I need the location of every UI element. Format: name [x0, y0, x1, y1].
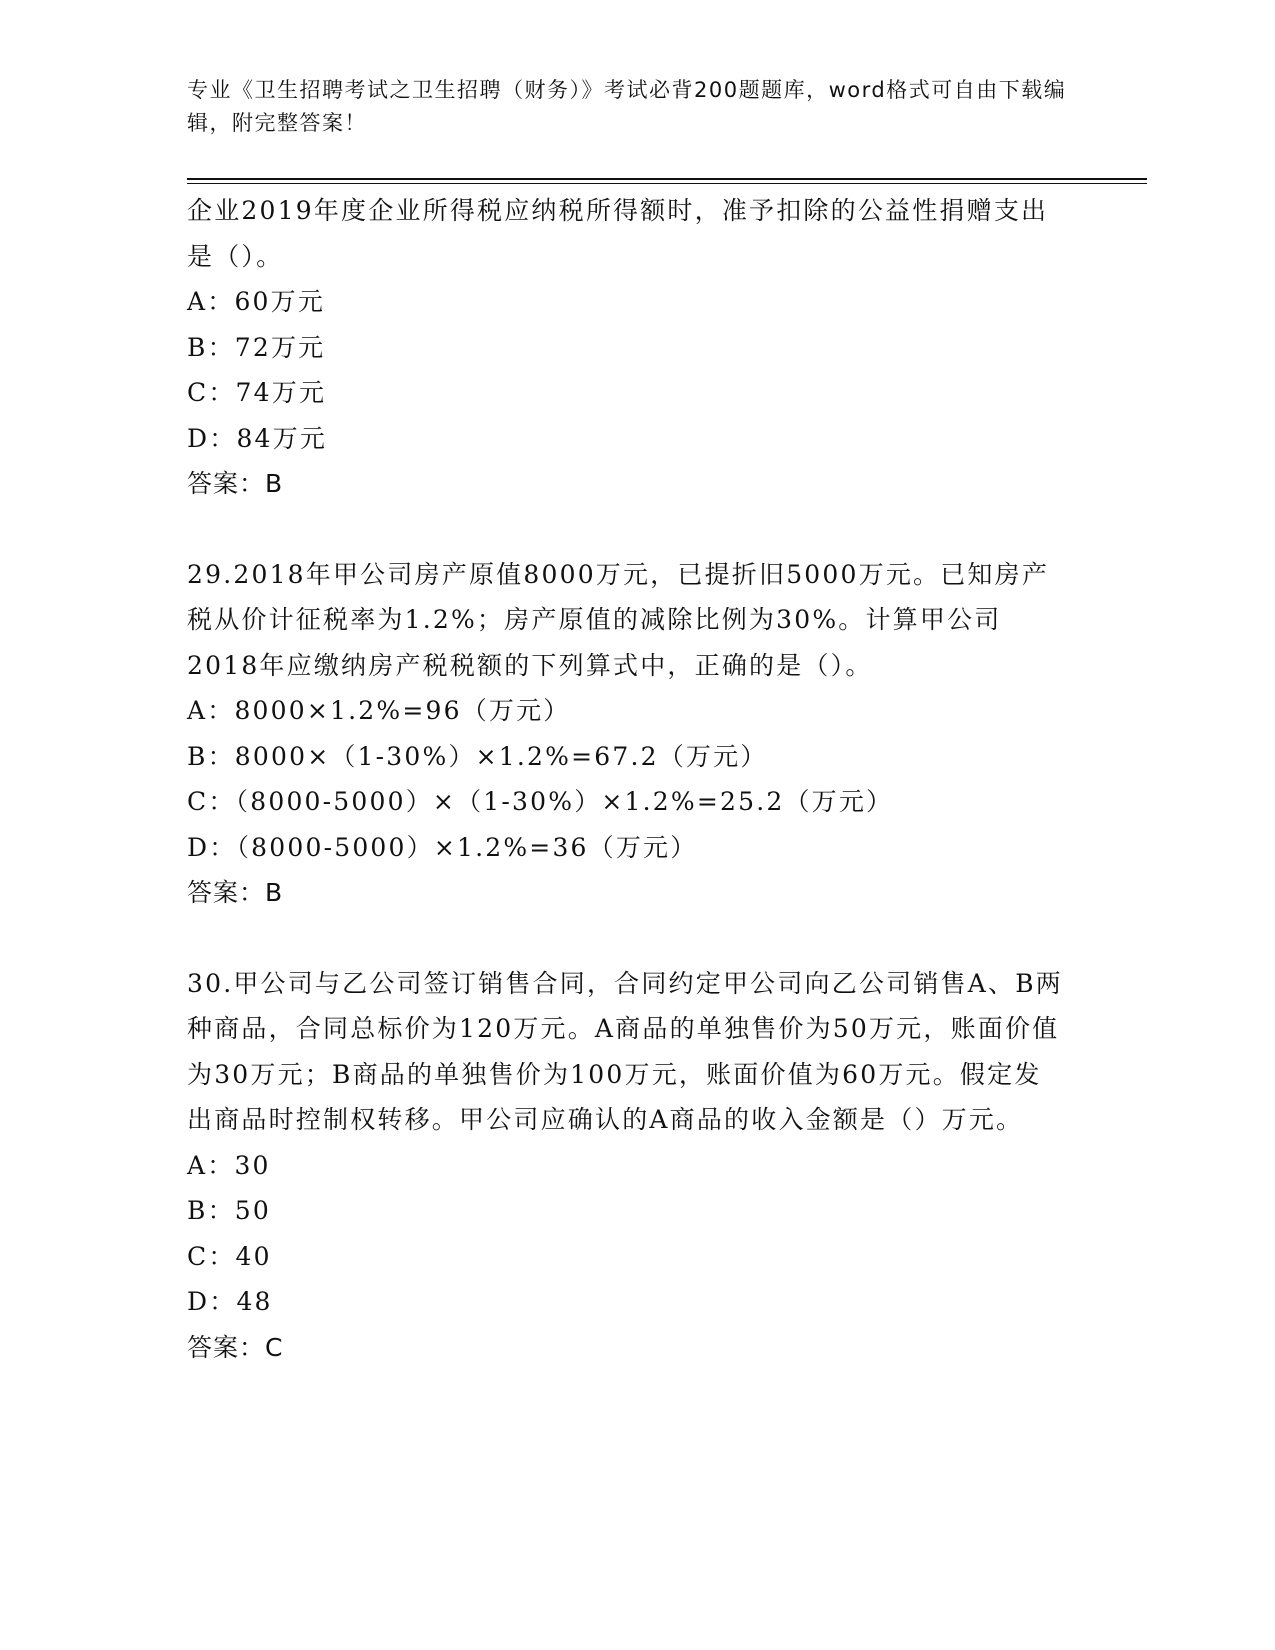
answer-text: 答案：C — [187, 1332, 284, 1362]
header-rule-thin — [187, 183, 1147, 184]
option-c: C：（8000-5000）×（1-30%）×1.2%=25.2（万元） — [187, 787, 894, 816]
answer-text: 答案：B — [187, 469, 284, 498]
question-stem: 30.甲公司与乙公司签订销售合同，合同约定甲公司向乙公司销售A、B两种商品，合同总标价为120万元。A商品的单独售价为50万元，账面价值为30万元；B商品的单独售价为100万元，账面价值为60万元。假定发出商品时控制权转移。甲公司应确认的A商品的收入金额是（）万元。 — [187, 968, 1063, 1134]
spacer — [187, 507, 1067, 552]
question-stem: 29.2018年甲公司房产原值8000万元，已提折旧5000万元。已知房产税从价计征税率为1.2%；房产原值的减除比例为30%。计算甲公司2018年应缴纳房产税税额的下列算式中，正确的是（）。 — [187, 559, 1050, 680]
option-a: A：60万元 — [187, 287, 326, 316]
option-b: B：50 — [187, 1196, 271, 1225]
question-list — [187, 188, 1067, 1370]
option-d: D：（8000-5000）×1.2%=36（万元） — [187, 832, 698, 862]
option-c: C：74万元 — [187, 378, 327, 407]
spacer — [187, 916, 1067, 961]
option-b: B：72万元 — [187, 332, 326, 362]
question-item — [187, 961, 1067, 1371]
question-stem: 企业2019年度企业所得税应纳税所得额时，准予扣除的公益性捐赠支出是（）。 — [187, 196, 1049, 271]
document-header: 专业《卫生招聘考试之卫生招聘（财务）》考试必背200题题库，word格式可自由下载编辑，附完整答案！ — [187, 78, 1067, 135]
option-d: D：48 — [187, 1287, 273, 1316]
option-c: C：40 — [187, 1241, 272, 1271]
answer-text: 答案：B — [187, 878, 284, 907]
option-d: D：84万元 — [187, 423, 328, 453]
option-b: B：8000×（1-30%）×1.2%=67.2（万元） — [187, 741, 768, 771]
option-a: A：30 — [187, 1150, 271, 1180]
question-item — [187, 188, 1067, 507]
option-a: A：8000×1.2%=96（万元） — [187, 696, 571, 725]
header-rule-thick — [187, 178, 1147, 180]
question-item — [187, 552, 1067, 916]
